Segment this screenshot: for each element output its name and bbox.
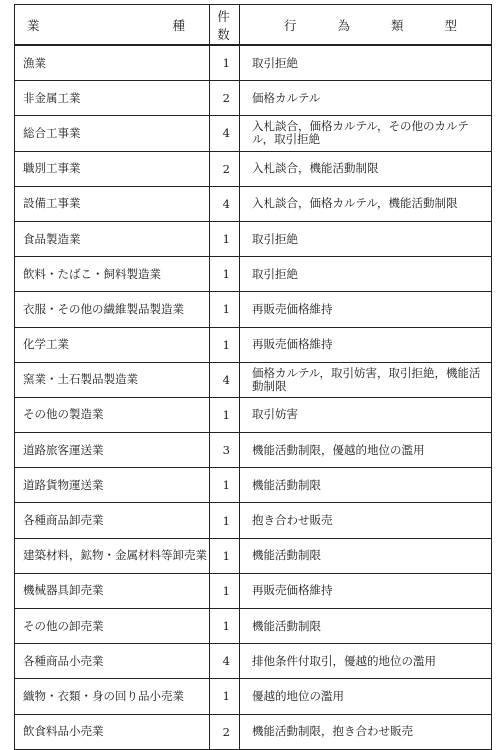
table-row — [15, 292, 492, 327]
conduct-type-cell: 排他条件付取引，優越的地位の濫用 — [240, 644, 492, 679]
industry-cell: 建築材料，鉱物・金属材料等卸売業 — [15, 538, 210, 573]
industry-cell: 食品製造業 — [15, 221, 210, 256]
industry-cell: 機械器具卸売業 — [15, 573, 210, 608]
count-cell: 1 — [210, 221, 240, 256]
table-row — [15, 468, 492, 503]
table-row — [15, 257, 492, 292]
conduct-type-cell: 価格カルテル — [240, 81, 492, 116]
conduct-type-cell: 入札談合，価格カルテル，その他のカルテル，取引拒絶 — [240, 116, 492, 151]
table-row — [15, 503, 492, 538]
count-cell: 1 — [210, 503, 240, 538]
header-type-char: 行 — [284, 17, 297, 33]
table-row — [15, 573, 492, 608]
table-row — [15, 186, 492, 221]
table-row — [15, 362, 492, 397]
industry-cell: 化学工業 — [15, 327, 210, 362]
table-row — [15, 45, 492, 81]
conduct-type-cell: 再販売価格維持 — [240, 292, 492, 327]
table-row — [15, 538, 492, 573]
table-row — [15, 116, 492, 151]
conduct-type-cell: 入札談合，機能活動制限 — [240, 151, 492, 186]
count-cell: 4 — [210, 116, 240, 151]
header-count-label: 件数 — [217, 8, 236, 42]
count-cell: 1 — [210, 45, 240, 81]
industry-cell: 設備工事業 — [15, 186, 210, 221]
header-row — [15, 5, 492, 46]
header-type-char: 為 — [337, 17, 350, 33]
count-cell: 1 — [210, 397, 240, 432]
industry-cell: 各種商品小売業 — [15, 644, 210, 679]
count-cell: 1 — [210, 573, 240, 608]
header-count — [210, 5, 240, 46]
conduct-type-cell: 再販売価格維持 — [240, 573, 492, 608]
industry-cell: 飲食料品小売業 — [15, 714, 210, 749]
conduct-type-cell: 取引拒絶 — [240, 221, 492, 256]
industry-cell: 各種商品卸売業 — [15, 503, 210, 538]
conduct-type-cell: 価格カルテル，取引妨害，取引拒絶，機能活動制限 — [240, 362, 492, 397]
count-cell: 1 — [210, 468, 240, 503]
conduct-type-cell: 機能活動制限 — [240, 609, 492, 644]
conduct-type-cell: 機能活動制限 — [240, 538, 492, 573]
table-row — [15, 327, 492, 362]
count-cell: 2 — [210, 714, 240, 749]
violation-table — [14, 4, 492, 750]
conduct-type-cell: 機能活動制限，抱き合わせ販売 — [240, 714, 492, 749]
table-row — [15, 644, 492, 679]
table-row — [15, 609, 492, 644]
header-industry-char: 種 — [172, 17, 185, 33]
count-cell: 4 — [210, 362, 240, 397]
count-cell: 4 — [210, 644, 240, 679]
table-row — [15, 221, 492, 256]
table-row — [15, 679, 492, 714]
header-type — [240, 5, 492, 46]
table-row — [15, 151, 492, 186]
conduct-type-cell: 抱き合わせ販売 — [240, 503, 492, 538]
conduct-type-cell: 機能活動制限，優越的地位の濫用 — [240, 433, 492, 468]
conduct-type-cell: 取引拒絶 — [240, 45, 492, 81]
table-row — [15, 433, 492, 468]
industry-cell: 道路貨物運送業 — [15, 468, 210, 503]
industry-cell: 飲料・たばこ・飼料製造業 — [15, 257, 210, 292]
table-row — [15, 397, 492, 432]
count-cell: 1 — [210, 292, 240, 327]
conduct-type-cell: 再販売価格維持 — [240, 327, 492, 362]
industry-cell: 道路旅客運送業 — [15, 433, 210, 468]
conduct-type-cell: 機能活動制限 — [240, 468, 492, 503]
table-row — [15, 81, 492, 116]
industry-cell: その他の製造業 — [15, 397, 210, 432]
industry-cell: その他の卸売業 — [15, 609, 210, 644]
industry-cell: 職別工事業 — [15, 151, 210, 186]
table-row — [15, 714, 492, 749]
count-cell: 3 — [210, 433, 240, 468]
industry-cell: 織物・衣類・身の回り品小売業 — [15, 679, 210, 714]
conduct-type-cell: 取引拒絶 — [240, 257, 492, 292]
header-industry — [15, 5, 210, 46]
count-cell: 4 — [210, 186, 240, 221]
conduct-type-cell: 優越的地位の濫用 — [240, 679, 492, 714]
header-type-char: 型 — [444, 17, 457, 33]
industry-cell: 総合工事業 — [15, 116, 210, 151]
count-cell: 1 — [210, 609, 240, 644]
industry-cell: 非金属工業 — [15, 81, 210, 116]
count-cell: 1 — [210, 327, 240, 362]
industry-cell: 衣服・その他の繊維製品製造業 — [15, 292, 210, 327]
conduct-type-cell: 取引妨害 — [240, 397, 492, 432]
count-cell: 1 — [210, 538, 240, 573]
header-type-char: 類 — [390, 17, 404, 33]
header-industry-char: 業 — [27, 17, 40, 33]
count-cell: 2 — [210, 81, 240, 116]
count-cell: 1 — [210, 257, 240, 292]
conduct-type-cell: 入札談合，価格カルテル，機能活動制限 — [240, 186, 492, 221]
count-cell: 2 — [210, 151, 240, 186]
industry-cell: 窯業・土石製品製造業 — [15, 362, 210, 397]
count-cell: 1 — [210, 679, 240, 714]
industry-cell: 漁業 — [15, 45, 210, 81]
